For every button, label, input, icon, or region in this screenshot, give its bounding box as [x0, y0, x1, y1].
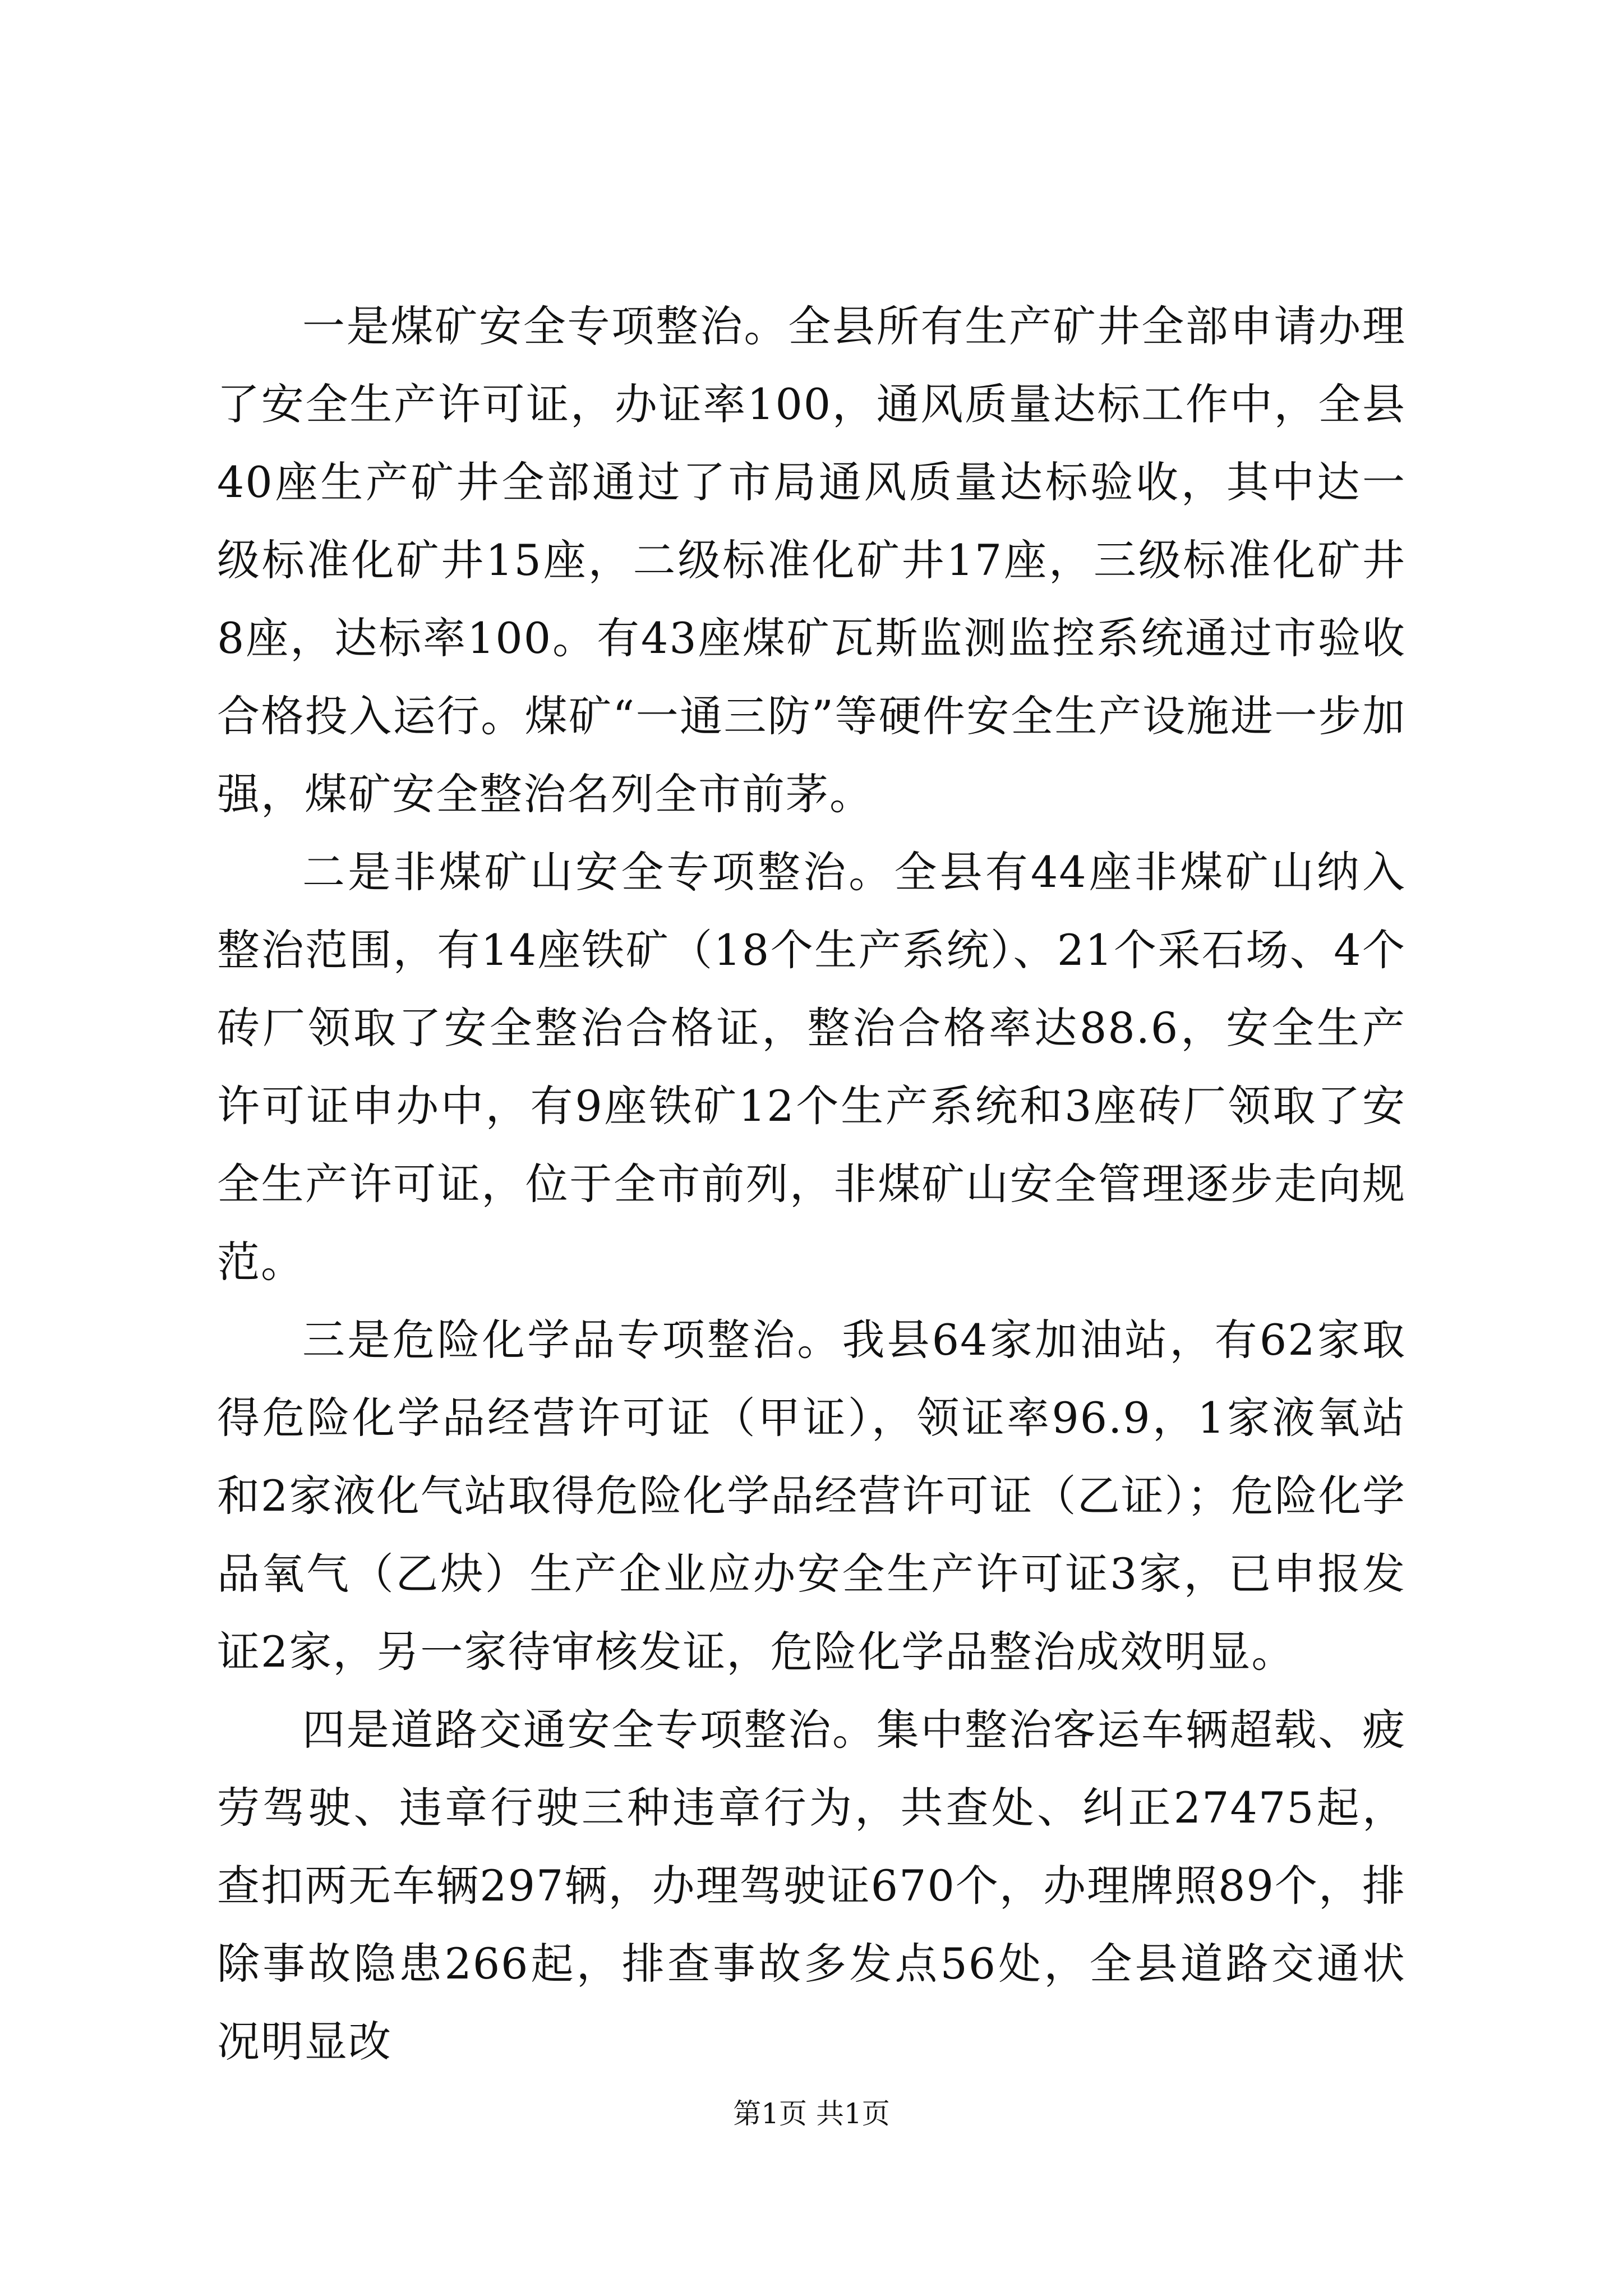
page-number-footer: 第1页 共1页	[733, 2097, 890, 2130]
document-body	[217, 287, 1406, 2081]
paragraph-non-coal-mine-safety: 二是非煤矿山安全专项整治。全县有44座非煤矿山纳入整治范围，有14座铁矿（18个生产系统）、21个采石场、4个砖厂领取了安全整治合格证，整治合格率达88.6，安全生产许可证申办中，有9座铁矿12个生产系统和3座砖厂领取了安全生产许可证，位于全市前列，非煤矿山安全管理逐步走向规范。	[217, 847, 1406, 1287]
paragraph-hazardous-chemicals: 三是危险化学品专项整治。我县64家加油站，有62家取得危险化学品经营许可证（甲证），领证率96.9，1家液氧站和2家液化气站取得危险化学品经营许可证（乙证）；危险化学品氧气（乙炔）生产企业应办安全生产许可证3家，已申报发证2家，另一家待审核发证，危险化学品整治成效明显。	[217, 1315, 1406, 1677]
paragraph-coal-mine-safety: 一是煤矿安全专项整治。全县所有生产矿井全部申请办理了安全生产许可证，办证率100，通风质量达标工作中，全县40座生产矿井全部通过了市局通风质量达标验收，其中达一级标准化矿井15座，二级标准化矿井17座，三级标准化矿井8座，达标率100。有43座煤矿瓦斯监测监控系统通过市验收合格投入运行。煤矿“一通三防”等硬件安全生产设施进一步加强，煤矿安全整治名列全市前茅。	[217, 301, 1406, 819]
paragraph-road-traffic-safety: 四是道路交通安全专项整治。集中整治客运车辆超载、疲劳驾驶、违章行驶三种违章行为，共查处、纠正27475起，查扣两无车辆297辆，办理驾驶证670个，办理牌照89个，排除事故隐患266起，排查事故多发点56处，全县道路交通状况明显改	[217, 1705, 1406, 2067]
